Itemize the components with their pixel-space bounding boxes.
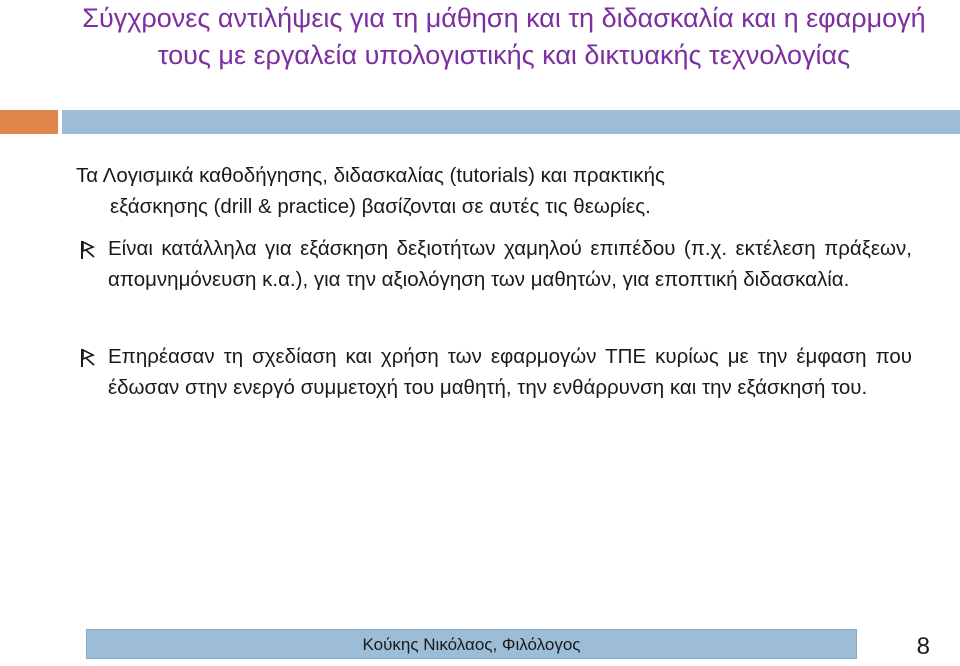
pushpin-icon: [78, 347, 100, 369]
footer-author: Κούκης Νικόλαος, Φιλόλογος: [86, 629, 857, 659]
bullet-text: Είναι κατάλληλα για εξάσκηση δεξιοτήτων χαμηλού επιπέδου (π.χ. εκτέλεση πράξεων, απομνημόνευση κ.α.), για την αξιολόγηση των μαθητών, για εποπτική διδασκαλία.: [108, 237, 912, 291]
intro-line-1: Τα Λογισμικά καθοδήγησης, διδασκαλίας (tutorials) και πρακτικής: [76, 164, 665, 187]
page-number: 8: [916, 633, 930, 660]
accent-bar-orange: [0, 110, 58, 134]
slide-title: Σύγχρονες αντιλήψεις για τη μάθηση και τη διδασκαλία και η εφαρμογή τους με εργαλεία υπολογιστικής και δικτυακής τεχνολογίας: [82, 3, 926, 70]
bullet-item: [76, 233, 912, 295]
pushpin-icon: [78, 239, 100, 261]
intro-line-2: εξάσκησης (drill & practice) βασίζονται σε αυτές τις θεωρίες.: [110, 195, 651, 218]
intro-paragraph: [76, 160, 912, 222]
accent-bar-blue: [62, 110, 960, 134]
bullet-item: [76, 341, 912, 403]
bullet-text: Επηρέασαν τη σχεδίαση και χρήση των εφαρμογών ΤΠΕ κυρίως με την έμφαση που έδωσαν στην ενεργό συμμετοχή του μαθητή, την ενθάρρυνση και την εξάσκησή του.: [108, 345, 912, 399]
